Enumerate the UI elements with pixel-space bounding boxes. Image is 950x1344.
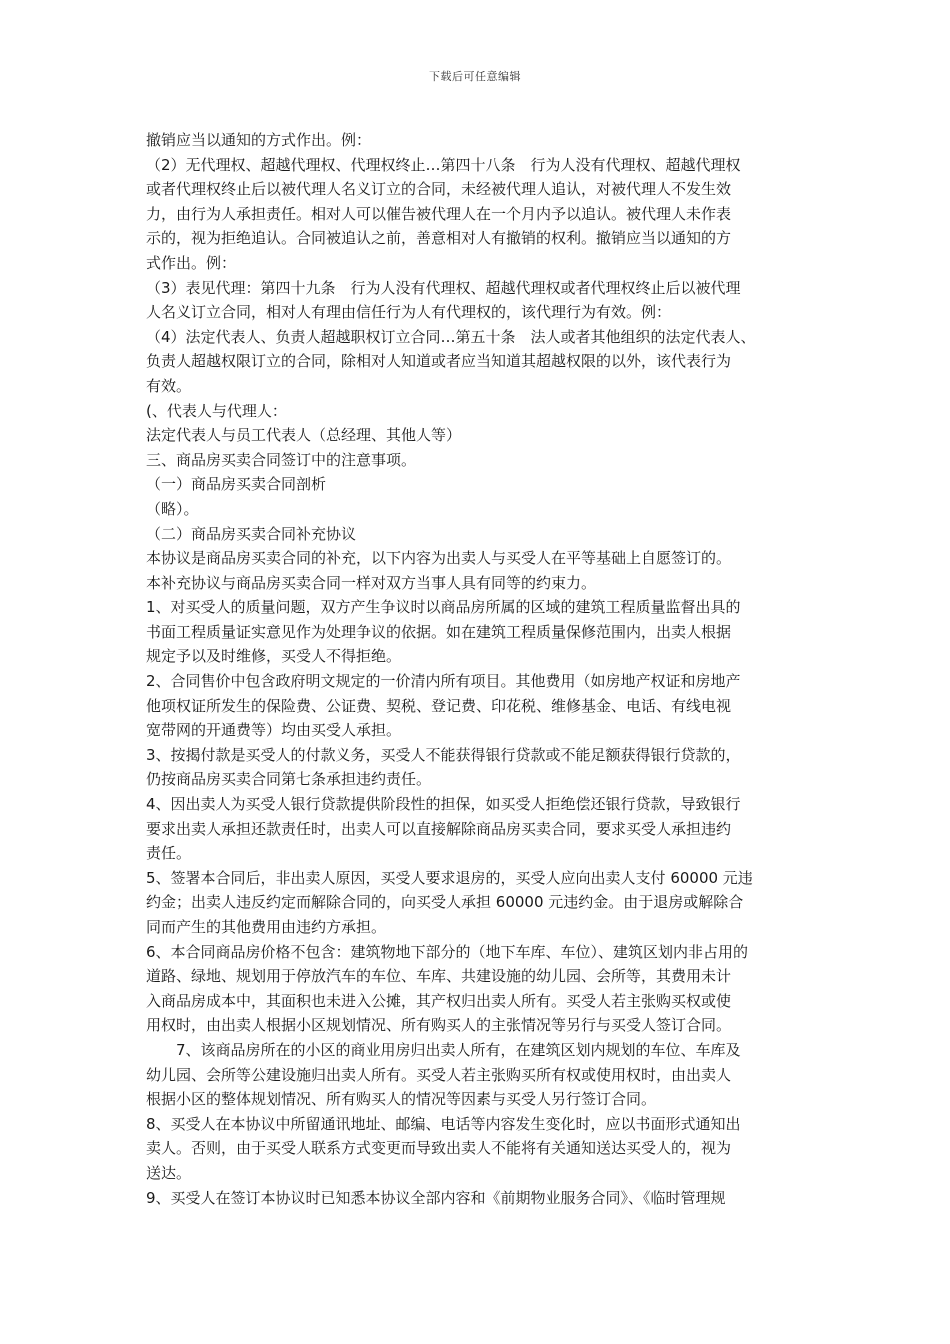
subsection-heading: （二）商品房买卖合同补充协议 — [146, 524, 357, 543]
clause-line: 用权时，由出卖人根据小区规划情况、所有购买人的主张情况等另行与买受人签订合同。 — [146, 1016, 732, 1035]
clause-line: 道路、绿地、规划用于停放汽车的车位、车库、共建设施的幼儿园、会所等，其费用未计 — [146, 967, 732, 986]
text-line: 人名义订立合同，相对人有理由信任行为人有代理权的，该代理行为有效。例： — [146, 303, 672, 322]
section-heading: 三、商品房买卖合同签订中的注意事项。 — [146, 450, 417, 469]
clause-line: 责任。 — [146, 844, 192, 863]
clause-line: 宽带网的开通费等）均由买受人承担。 — [146, 721, 402, 740]
text-line: 本协议是商品房买卖合同的补充，以下内容为出卖人与买受人在平等基础上自愿签订的。 — [146, 549, 732, 568]
clause-line: 9、买受人在签订本协议时已知悉本协议全部内容和《前期物业服务合同》、《临时管理规 — [146, 1188, 726, 1207]
clause-line: 6、本合同商品房价格不包含：建筑物地下部分的（地下车库、车位）、建筑区划内非占用的 — [146, 942, 749, 961]
subsection-heading: （一）商品房买卖合同剖析 — [146, 475, 327, 494]
text-line: 力，由行为人承担责任。相对人可以催告被代理人在一个月内予以追认。被代理人未作表 — [146, 204, 732, 223]
text-line: （略）。 — [146, 499, 199, 518]
text-line: 法定代表人与员工代表人（总经理、其他人等） — [146, 426, 462, 445]
text-line: 负责人超越权限订立的合同，除相对人知道或者应当知道其超越权限的以外，该代表行为 — [146, 352, 732, 371]
clause-line: 8、买受人在本协议中所留通讯地址、邮编、电话等内容发生变化时，应以书面形式通知出 — [146, 1114, 741, 1133]
text-line: 有效。 — [146, 376, 192, 395]
text-line: （3）表见代理：第四十九条 行为人没有代理权、超越代理权或者代理权终止后以被代理 — [146, 278, 741, 297]
clause-line: 书面工程质量证实意见作为处理争议的依据。如在建筑工程质量保修范围内，出卖人根据 — [146, 622, 732, 641]
text-line: 撤销应当以通知的方式作出。例： — [146, 131, 372, 149]
clause-line: 3、按揭付款是买受人的付款义务，买受人不能获得银行贷款或不能足额获得银行贷款的， — [146, 745, 741, 764]
clause-line: 卖人。否则，由于买受人联系方式变更而导致出卖人不能将有关通知送达买受人的，视为 — [146, 1139, 732, 1158]
clause-line: 入商品房成本中，其面积也未进入公摊，其产权归出卖人所有。买受人若主张购买权或使 — [146, 991, 732, 1010]
text-line: 本补充协议与商品房买卖合同一样对双方当事人具有同等的约束力。 — [146, 573, 597, 592]
clause-line: 根据小区的整体规划情况、所有购买人的情况等因素与买受人另行签订合同。 — [146, 1090, 657, 1109]
document-body — [146, 128, 810, 1210]
text-line: （2）无代理权、超越代理权、代理权终止…第四十八条 行为人没有代理权、超越代理权 — [146, 155, 741, 174]
clause-line: 送达。 — [146, 1163, 192, 1182]
clause-line: 他项权证所发生的保险费、公证费、契税、登记费、印花税、维修基金、电话、有线电视 — [146, 696, 732, 715]
text-line: (、代表人与代理人： — [146, 401, 287, 420]
clause-line: 要求出卖人承担还款责任时，出卖人可以直接解除商品房买卖合同，要求买受人承担违约 — [146, 819, 732, 838]
clause-line: 同而产生的其他费用由违约方承担。 — [146, 918, 387, 936]
text-line: 或者代理权终止后以被代理人名义订立的合同，未经被代理人追认，对被代理人不发生效 — [146, 180, 732, 199]
clause-line: 2、合同售价中包含政府明文规定的一价清内所有项目。其他费用（如房地产权证和房地产 — [146, 672, 741, 691]
text-line: 式作出。例： — [146, 253, 237, 272]
clause-line: 幼儿园、会所等公建设施归出卖人所有。买受人若主张购买所有权或使用权时，由出卖人 — [146, 1065, 732, 1084]
clause-line: 7、该商品房所在的小区的商业用房归出卖人所有，在建筑区划内规划的车位、车库及 — [176, 1040, 741, 1059]
clause-line: 仍按商品房买卖合同第七条承担违约责任。 — [146, 770, 432, 789]
clause-line: 4、因出卖人为买受人银行贷款提供阶段性的担保，如买受人拒绝偿还银行贷款，导致银行 — [146, 795, 741, 814]
clause-line: 约金；出卖人违反约定而解除合同的，向买受人承担 60000 元违约金。由于退房或解除合 — [146, 893, 744, 912]
clause-line: 5、签署本合同后，非出卖人原因，买受人要求退房的，买受人应向出卖人支付 60000 元违 — [146, 868, 753, 887]
text-line: （4）法定代表人、负责人超越职权订立合同…第五十条 法人或者其他组织的法定代表人、 — [146, 327, 756, 346]
clause-line: 规定予以及时维修，买受人不得拒绝。 — [146, 647, 402, 666]
page-header: 下载后可任意编辑 — [429, 70, 521, 83]
clause-line: 1、对买受人的质量问题，双方产生争议时以商品房所属的区域的建筑工程质量监督出具的 — [146, 598, 741, 617]
text-line: 示的，视为拒绝追认。合同被追认之前，善意相对人有撤销的权利。撤销应当以通知的方 — [146, 229, 732, 248]
